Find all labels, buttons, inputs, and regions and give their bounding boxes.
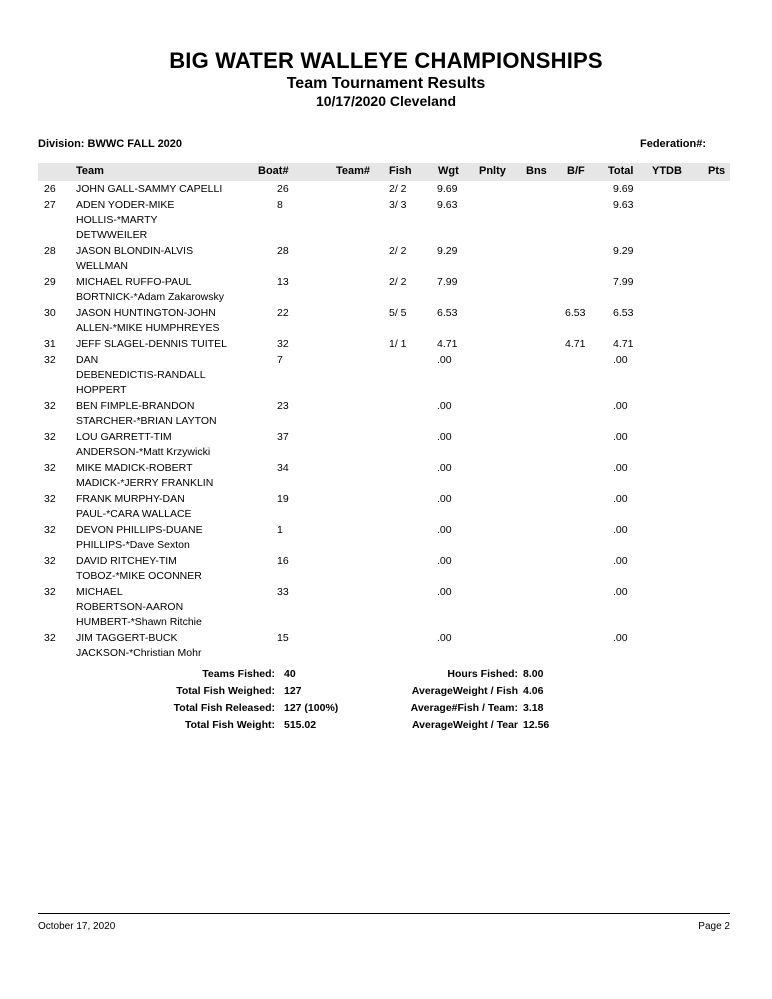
place-cell: 27: [44, 199, 56, 211]
weight-cell: .00: [437, 524, 452, 536]
col-header-boat: Boat#: [258, 165, 289, 177]
team-name-line: TOBOZ-*MIKE OCONNER: [76, 570, 202, 582]
team-name-line: ANDERSON-*Matt Krzywicki: [76, 446, 211, 458]
fish-cell: 1/ 1: [389, 338, 407, 350]
team-name-line: DAN: [76, 354, 99, 366]
place-cell: 26: [44, 183, 56, 195]
big-fish-cell: 6.53: [565, 307, 586, 319]
total-cell: .00: [613, 586, 628, 598]
place-cell: 32: [44, 354, 56, 366]
summary-value: 127: [284, 685, 302, 697]
summary-label: Total Fish Released:: [173, 702, 275, 714]
summary-label: Total Fish Weighed:: [176, 685, 275, 697]
team-name-line: DEBENEDICTIS-RANDALL: [76, 369, 206, 381]
team-name-line: STARCHER-*BRIAN LAYTON: [76, 415, 217, 427]
team-name-line: JASON BLONDIN-ALVIS: [76, 245, 194, 257]
team-name-line: MICHAEL RUFFO-PAUL: [76, 276, 192, 288]
boat-cell: 19: [277, 493, 289, 505]
col-header-team: Team: [76, 165, 104, 177]
team-name-line: DEVON PHILLIPS-DUANE: [76, 524, 203, 536]
team-name-line: JACKSON-*Christian Mohr: [76, 647, 202, 659]
boat-cell: 8: [277, 199, 283, 211]
summary-value: 4.06: [523, 685, 544, 697]
summary-label: AverageWeight / Fish: [411, 685, 518, 697]
team-name-line: WELLMAN: [76, 260, 128, 272]
boat-cell: 15: [277, 632, 289, 644]
boat-cell: 33: [277, 586, 289, 598]
place-cell: 32: [44, 493, 56, 505]
team-name-line: DETWWEILER: [76, 229, 148, 241]
federation-label: Federation#:: [640, 138, 707, 150]
boat-cell: 16: [277, 555, 289, 567]
col-header-bns: Bns: [526, 165, 547, 177]
team-name-line: MADICK-*JERRY FRANKLIN: [76, 477, 214, 489]
team-name-line: HUMBERT-*Shawn Ritchie: [76, 616, 202, 628]
team-name-line: HOPPERT: [76, 384, 127, 396]
team-name-line: DAVID RITCHEY-TIM: [76, 555, 177, 567]
boat-cell: 1: [277, 524, 283, 536]
team-name-line: JEFF SLAGEL-DENNIS TUITEL: [76, 338, 227, 350]
fish-cell: 2/ 2: [389, 245, 407, 257]
col-header-bf: B/F: [567, 165, 585, 177]
total-cell: 9.63: [613, 199, 634, 211]
summary-value: 3.18: [523, 702, 544, 714]
weight-cell: 9.63: [437, 199, 458, 211]
team-name-line: PHILLIPS-*Dave Sexton: [76, 539, 190, 551]
total-cell: 9.29: [613, 245, 634, 257]
weight-cell: 4.71: [437, 338, 458, 350]
boat-cell: 7: [277, 354, 283, 366]
weight-cell: .00: [437, 493, 452, 505]
place-cell: 32: [44, 632, 56, 644]
weight-cell: 9.29: [437, 245, 458, 257]
total-cell: .00: [613, 400, 628, 412]
boat-cell: 13: [277, 276, 289, 288]
team-name-line: JIM TAGGERT-BUCK: [76, 632, 178, 644]
team-name-line: ROBERTSON-AARON: [76, 601, 184, 613]
weight-cell: .00: [437, 586, 452, 598]
place-cell: 32: [44, 524, 56, 536]
boat-cell: 37: [277, 431, 289, 443]
fish-cell: 2/ 2: [389, 183, 407, 195]
fish-cell: 2/ 2: [389, 276, 407, 288]
footer-divider: [38, 913, 730, 914]
summary-value: 8.00: [523, 668, 544, 680]
total-cell: 7.99: [613, 276, 634, 288]
place-cell: 28: [44, 245, 56, 257]
total-cell: 6.53: [613, 307, 634, 319]
summary-value: 12.56: [523, 719, 550, 731]
weight-cell: .00: [437, 555, 452, 567]
place-cell: 32: [44, 400, 56, 412]
team-name-line: JASON HUNTINGTON-JOHN: [76, 307, 216, 319]
boat-cell: 28: [277, 245, 289, 257]
fish-cell: 3/ 3: [389, 199, 407, 211]
col-header-total: Total: [608, 165, 634, 177]
team-name-line: ADEN YODER-MIKE: [76, 199, 175, 211]
weight-cell: 7.99: [437, 276, 458, 288]
col-header-pnlty: Pnlty: [479, 165, 506, 177]
weight-cell: .00: [437, 462, 452, 474]
boat-cell: 23: [277, 400, 289, 412]
summary-label: Average#Fish / Team:: [410, 702, 518, 714]
place-cell: 32: [44, 462, 56, 474]
place-cell: 30: [44, 307, 56, 319]
col-header-wgt: Wgt: [438, 165, 459, 177]
boat-cell: 34: [277, 462, 289, 474]
report-date-location: 10/17/2020 Cleveland: [315, 93, 457, 109]
weight-cell: 9.69: [437, 183, 458, 195]
team-name-line: LOU GARRETT-TIM: [76, 431, 172, 443]
weight-cell: .00: [437, 632, 452, 644]
team-name-line: HOLLIS-*MARTY: [76, 214, 158, 226]
total-cell: .00: [613, 354, 628, 366]
place-cell: 32: [44, 586, 56, 598]
fish-cell: 5/ 5: [389, 307, 407, 319]
summary-label: AverageWeight / Tear: [411, 719, 518, 731]
col-header-team-number: Team#: [336, 165, 371, 177]
team-name-line: PAUL-*CARA WALLACE: [76, 508, 192, 520]
team-name-line: MICHAEL: [76, 586, 123, 598]
place-cell: 32: [44, 431, 56, 443]
place-cell: 29: [44, 276, 56, 288]
col-header-fish: Fish: [389, 165, 412, 177]
weight-cell: .00: [437, 431, 452, 443]
summary-value: 127 (100%): [284, 702, 339, 714]
total-cell: 9.69: [613, 183, 634, 195]
team-name-line: BEN FIMPLE-BRANDON: [76, 400, 195, 412]
total-cell: .00: [613, 524, 628, 536]
team-name-line: ALLEN-*MIKE HUMPHREYES: [76, 322, 220, 334]
boat-cell: 22: [277, 307, 289, 319]
summary-label: Total Fish Weight:: [184, 719, 275, 731]
weight-cell: 6.53: [437, 307, 458, 319]
report-title: BIG WATER WALLEYE CHAMPIONSHIPS: [169, 48, 603, 73]
team-name-line: BORTNICK-*Adam Zakarowsky: [76, 291, 225, 303]
total-cell: .00: [613, 632, 628, 644]
place-cell: 31: [44, 338, 56, 350]
total-cell: .00: [613, 493, 628, 505]
col-header-pts: Pts: [708, 165, 726, 177]
boat-cell: 26: [277, 183, 289, 195]
weight-cell: .00: [437, 400, 452, 412]
place-cell: 32: [44, 555, 56, 567]
summary-value: 515.02: [284, 719, 317, 731]
boat-cell: 32: [277, 338, 289, 350]
team-name-line: MIKE MADICK-ROBERT: [76, 462, 193, 474]
team-name-line: JOHN GALL-SAMMY CAPELLI: [76, 183, 223, 195]
summary-label: Hours Fished:: [447, 668, 518, 680]
summary-value: 40: [284, 668, 296, 680]
report-subtitle: Team Tournament Results: [286, 75, 486, 92]
summary-label: Teams Fished:: [202, 668, 275, 680]
total-cell: 4.71: [613, 338, 634, 350]
division-label: Division: BWWC FALL 2020: [38, 138, 183, 150]
total-cell: .00: [613, 462, 628, 474]
total-cell: .00: [613, 555, 628, 567]
team-name-line: FRANK MURPHY-DAN: [76, 493, 185, 505]
weight-cell: .00: [437, 354, 452, 366]
footer-date: October 17, 2020: [38, 921, 116, 932]
total-cell: .00: [613, 431, 628, 443]
col-header-ytdb: YTDB: [652, 165, 682, 177]
big-fish-cell: 4.71: [565, 338, 586, 350]
footer-page-number: Page 2: [698, 921, 730, 932]
